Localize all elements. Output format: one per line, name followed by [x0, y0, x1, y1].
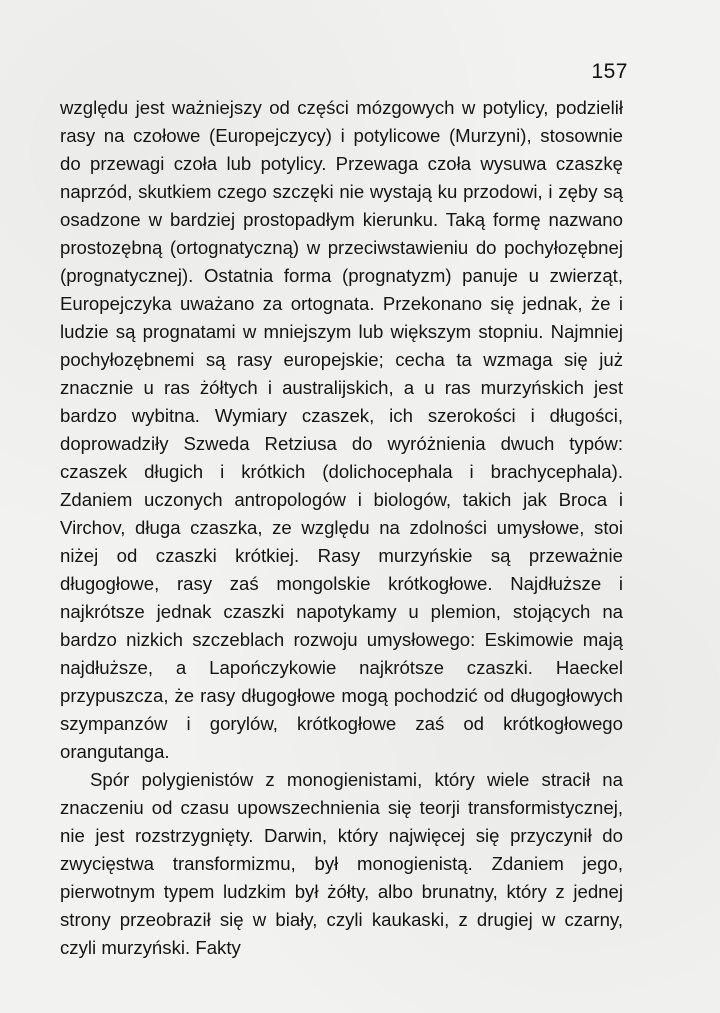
paragraph-2: Spór polygienistów z monogienistami, który wiele stracił na znaczeniu od czasu upowszechnienia się teorji transformistycznej, nie jest rozstrzygnięty. Darwin, który najwięcej się przyczynił do zwycięstwa transformizmu, był monogienistą. Zdaniem jego, pierwotnym typem ludzkim był żółty, albo brunatny, który z jednej strony przeobraził się w biały, czyli kaukaski, z drugiej w czarny, czyli murzyński. Fakty [60, 769, 623, 958]
paragraph-1: względu jest ważniejszy od części mózgowych w potylicy, podzielił rasy na czołowe (Europejczycy) i potylicowe (Murzyni), stosownie do przewagi czoła lub potylicy. Przewaga czoła wysuwa czaszkę naprzód, skutkiem czego szczęki nie wystają ku przodowi, i zęby są osadzone w bardziej prostopadłym kierunku. Taką formę nazwano prostozębną (ortognatyczną) w przeciwstawieniu do pochyłozębnej (prognatycznej). Ostatnia forma (prognatyzm) panuje u zwierząt, Europejczyka uważano za ortognata. Przekonano się jednak, że i ludzie są prognatami w mniejszym lub większym stopniu. Najmniej pochyłozębnemi są rasy europejskie; cecha ta wzmaga się już znacznie u ras żółtych i australijskich, a u ras murzyńskich jest bardzo wybitna. Wymiary czaszek, ich szerokości i długości, doprowadziły Szweda Retziusa do wyróżnienia dwuch typów: czaszek długich i krótkich (dolichocephala i brachycephala). Zdaniem uczonych antropologów i biologów, takich jak Broca i Virchov, długa czaszka, ze względu na zdolności umysłowe, stoi niżej od czaszki krótkiej. Rasy murzyńskie są przeważnie długogłowe, rasy zaś mongolskie krótkogłowe. Najdłuższe i najkrótsze jednak czaszki napotykamy u plemion, stojących na bardzo nizkich szczeblach rozwoju umysłowego: Eskimowie mają najdłuższe, a Lapończykowie najkrótsze czaszki. Haeckel przypuszcza, że rasy długogłowe mogą pochodzić od długogłowych szympanzów i gorylów, krótkogłowe zaś od krótkogłowego orangutanga. [60, 97, 623, 762]
body-text [60, 94, 623, 962]
page-number: 157 [591, 60, 628, 83]
